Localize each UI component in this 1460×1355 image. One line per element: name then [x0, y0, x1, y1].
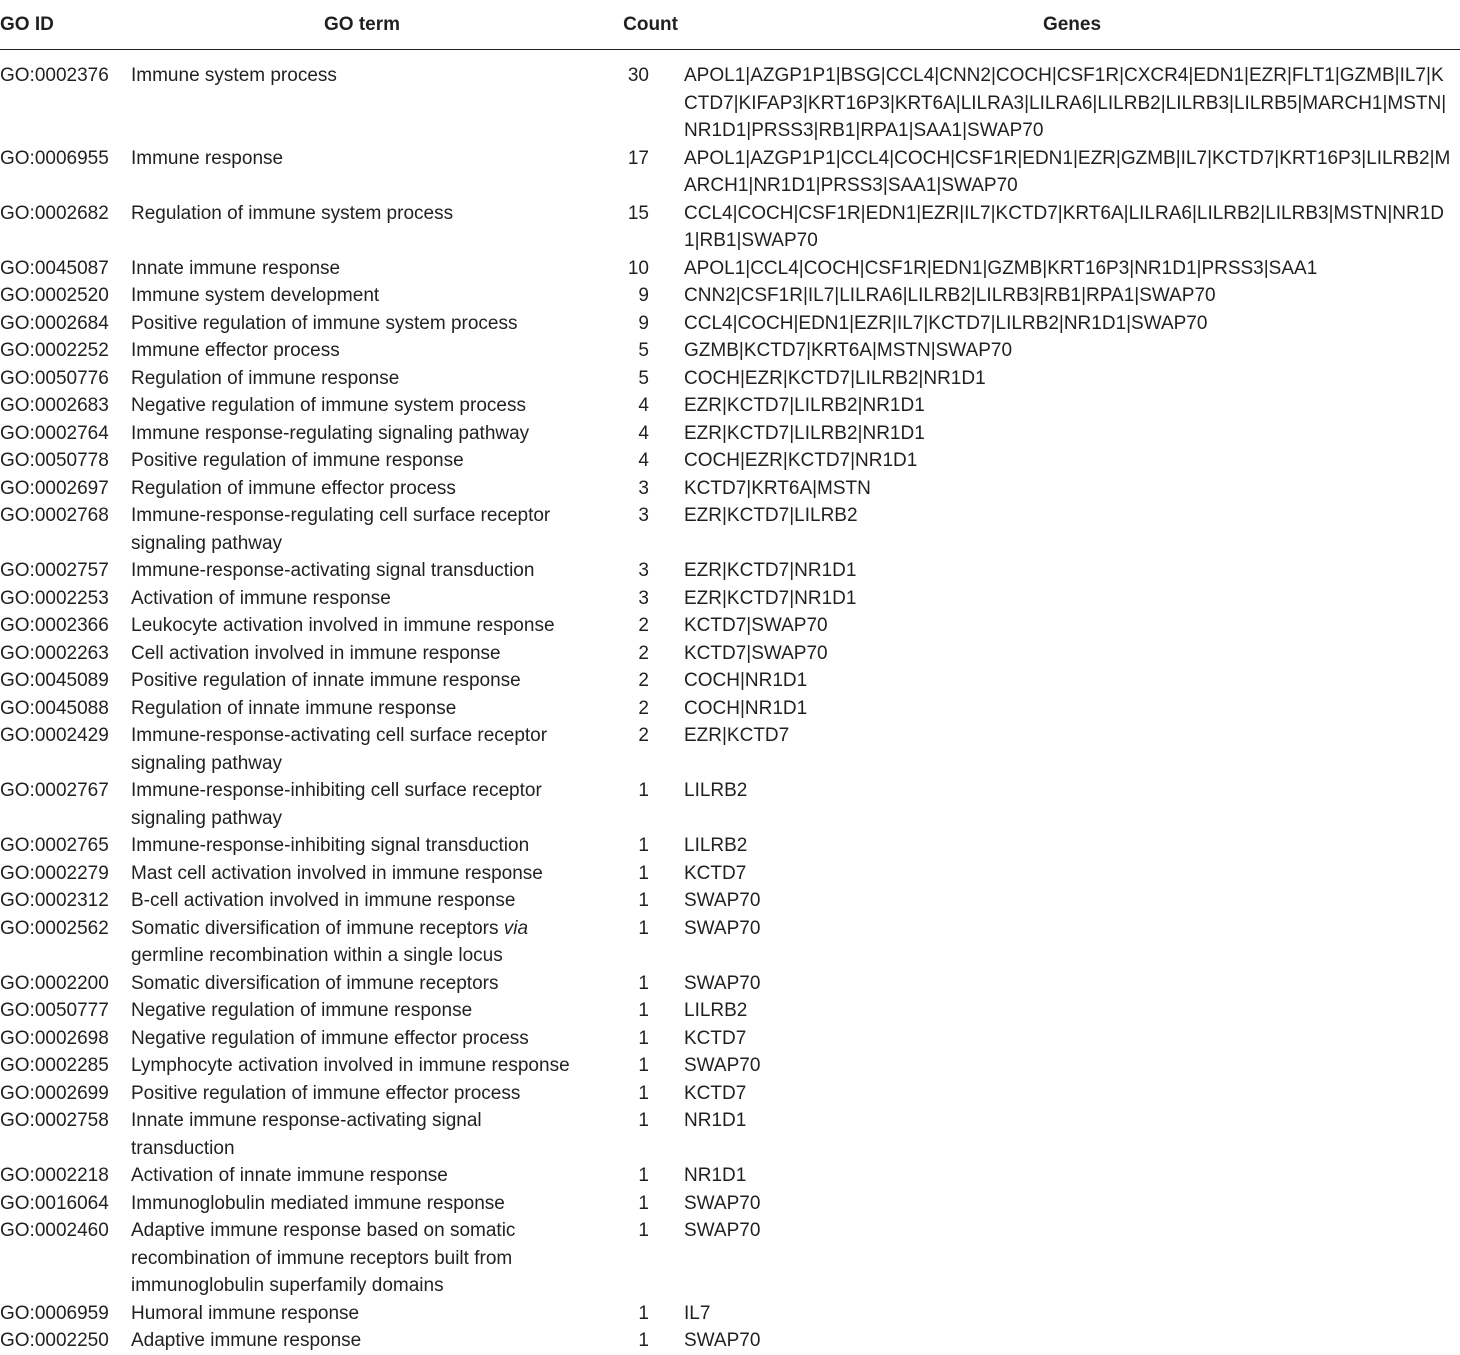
genes-cell: COCH|NR1D1 [684, 670, 808, 691]
genes-cell: EZR|KCTD7|NR1D1 [684, 587, 857, 609]
table-row [0, 1025, 1460, 1053]
go-id-cell: GO:0002768 [0, 505, 109, 526]
go-term-cell: Immune-response-inhibiting cell surface receptor signaling pathway [131, 780, 542, 829]
go-id-cell: GO:0002263 [0, 642, 109, 664]
go-id-cell: GO:0050778 [0, 450, 109, 471]
count-cell: 5 [638, 367, 649, 389]
genes-cell: LILRB2 [684, 835, 748, 856]
count-cell: 9 [638, 285, 649, 306]
go-term-cell: Cell activation involved in immune response [131, 642, 501, 664]
genes-cell: SWAP70 [684, 1220, 761, 1241]
genes-cell: CCL4|COCH|EDN1|EZR|IL7|KCTD7|LILRB2|NR1D1|SWAP70 [684, 312, 1208, 334]
genes-cell: APOL1|CCL4|COCH|CSF1R|EDN1|GZMB|KRT16P3|NR1D1|PRSS3|SAA1 [684, 257, 1318, 279]
genes-cell: SWAP70 [684, 1055, 761, 1076]
genes-cell: EZR|KCTD7|LILRB2|NR1D1 [684, 422, 925, 444]
go-term-cell: Activation of immune response [131, 587, 391, 609]
count-cell: 4 [638, 422, 649, 444]
genes-cell: APOL1|AZGP1P1|BSG|CCL4|CNN2|COCH|CSF1R|CXCR4|EDN1|EZR|FLT1|GZMB|IL7|KCTD7|KIFAP3|KRT16P3|KRT6A|LILRA3|LILRA6|LILRB2|LILRB3|LILRB5|MARCH1|MSTN|NR1D1|PRSS3|RB1|RPA1|SAA1|SWAP70 [684, 65, 1447, 141]
table-row [0, 145, 1460, 200]
count-cell: 2 [638, 670, 649, 691]
table-row [0, 860, 1460, 888]
go-term-cell: B-cell activation involved in immune response [131, 890, 516, 911]
genes-cell: CNN2|CSF1R|IL7|LILRA6|LILRB2|LILRB3|RB1|RPA1|SWAP70 [684, 285, 1216, 306]
table-row [0, 1080, 1460, 1108]
table-row [0, 887, 1460, 915]
genes-cell: COCH|EZR|KCTD7|LILRB2|NR1D1 [684, 367, 986, 389]
go-term-cell: Mast cell activation involved in immune response [131, 862, 543, 884]
go-term-text-start: Somatic diversification of immune receptors [131, 917, 504, 939]
go-id-cell: GO:0002366 [0, 615, 109, 636]
genes-cell: KCTD7 [684, 1082, 747, 1104]
go-id-cell: GO:0045087 [0, 257, 109, 279]
go-term-cell: Regulation of immune effector process [131, 477, 456, 499]
go-id-cell: GO:0002757 [0, 560, 109, 581]
go-term-cell: Leukocyte activation involved in immune response [131, 615, 555, 636]
count-cell: 3 [638, 477, 649, 499]
table-row [0, 777, 1460, 832]
count-cell: 1 [638, 890, 649, 911]
genes-cell: COCH|NR1D1 [684, 697, 808, 719]
count-cell: 1 [638, 1302, 649, 1324]
go-id-cell: GO:0006955 [0, 147, 109, 169]
table-row [0, 50, 1460, 145]
genes-cell: CCL4|COCH|CSF1R|EDN1|EZR|IL7|KCTD7|KRT6A|LILRA6|LILRB2|LILRB3|MSTN|NR1D1|RB1|SWAP70 [684, 202, 1444, 251]
go-id-cell: GO:0006959 [0, 1302, 109, 1324]
go-id-cell: GO:0045089 [0, 670, 109, 691]
genes-cell: LILRB2 [684, 1000, 748, 1021]
go-id-cell: GO:0002218 [0, 1165, 109, 1186]
table-row [0, 1300, 1460, 1328]
go-term-cell: Regulation of innate immune response [131, 697, 457, 719]
count-cell: 4 [638, 450, 649, 471]
go-id-cell: GO:0050776 [0, 367, 109, 389]
genes-cell: EZR|KCTD7|LILRB2 [684, 505, 858, 526]
genes-cell: NR1D1 [684, 1110, 747, 1131]
count-cell: 1 [638, 835, 649, 856]
genes-cell: COCH|EZR|KCTD7|NR1D1 [684, 450, 918, 471]
table-row [0, 420, 1460, 448]
genes-cell: KCTD7 [684, 1027, 747, 1049]
go-id-cell: GO:0002683 [0, 395, 109, 416]
go-term-cell: Humoral immune response [131, 1302, 360, 1324]
go-id-cell: GO:0002279 [0, 862, 109, 884]
table-row [0, 640, 1460, 668]
go-term-cell: Positive regulation of immune system process [131, 312, 518, 334]
count-cell: 2 [638, 615, 649, 636]
table-header [0, 0, 1460, 50]
genes-cell: KCTD7|SWAP70 [684, 642, 828, 664]
go-term-cell: Immunoglobulin mediated immune response [131, 1192, 505, 1214]
header-go-id: GO ID [0, 0, 131, 50]
table-row [0, 337, 1460, 365]
go-id-cell: GO:0002699 [0, 1082, 109, 1104]
table-row [0, 255, 1460, 283]
table-row [0, 282, 1460, 310]
genes-cell: KCTD7|SWAP70 [684, 615, 828, 636]
genes-cell: SWAP70 [684, 890, 761, 911]
count-cell: 30 [627, 65, 649, 86]
genes-cell: SWAP70 [684, 917, 761, 939]
go-id-cell: GO:0002520 [0, 285, 109, 306]
table-row [0, 1190, 1460, 1218]
go-term-cell: Regulation of immune response [131, 367, 400, 389]
table-row [0, 310, 1460, 338]
header-count: Count [593, 0, 684, 50]
genes-cell: SWAP70 [684, 1192, 761, 1214]
genes-cell: LILRB2 [684, 780, 748, 801]
genes-cell: GZMB|KCTD7|KRT6A|MSTN|SWAP70 [684, 340, 1013, 361]
go-term-cell: Somatic diversification of immune receptors [131, 972, 499, 994]
go-id-cell: GO:0002764 [0, 422, 109, 444]
table-row [0, 722, 1460, 777]
go-id-cell: GO:0045088 [0, 697, 109, 719]
go-term-text-italic: via [503, 917, 529, 939]
count-cell: 1 [638, 1110, 649, 1131]
count-cell: 1 [638, 780, 649, 801]
go-term-cell: Immune-response-activating cell surface receptor signaling pathway [131, 725, 548, 774]
go-term-text-end: germline recombination within a single locus [131, 945, 503, 966]
go-term-cell: Adaptive immune response [131, 1330, 362, 1351]
go-id-cell: GO:0002376 [0, 65, 109, 86]
count-cell: 1 [638, 1330, 649, 1351]
table-row [0, 832, 1460, 860]
genes-cell: EZR|KCTD7|NR1D1 [684, 560, 857, 581]
table-row [0, 502, 1460, 557]
table-row [0, 667, 1460, 695]
table-row [0, 557, 1460, 585]
genes-cell: SWAP70 [684, 972, 761, 994]
table-row [0, 1052, 1460, 1080]
table-row [0, 1217, 1460, 1300]
go-id-cell: GO:0002312 [0, 890, 109, 911]
count-cell: 1 [638, 1165, 649, 1186]
table-row [0, 447, 1460, 475]
header-go-term: GO term [131, 0, 593, 50]
go-id-cell: GO:0002765 [0, 835, 109, 856]
header-row [0, 0, 1460, 50]
go-id-cell: GO:0002460 [0, 1220, 109, 1241]
count-cell: 15 [627, 202, 649, 224]
table-row [0, 475, 1460, 503]
go-term-cell: Positive regulation of innate immune response [131, 670, 521, 691]
go-term-cell: Activation of innate immune response [131, 1165, 448, 1186]
go-term-cell: Adaptive immune response based on somatic recombination of immune receptors built from immunoglobulin superfamily domains [131, 1220, 516, 1296]
go-id-cell: GO:0002253 [0, 587, 109, 609]
go-term-cell: Regulation of immune system process [131, 202, 454, 224]
go-term-cell: Immune response-regulating signaling pathway [131, 422, 530, 444]
count-cell: 3 [638, 505, 649, 526]
genes-cell: KCTD7 [684, 862, 747, 884]
count-cell: 2 [638, 697, 649, 719]
go-term-cell: Innate immune response [131, 257, 341, 279]
genes-cell: SWAP70 [684, 1330, 761, 1351]
genes-cell: KCTD7|KRT6A|MSTN [684, 477, 871, 499]
genes-cell: EZR|KCTD7 [684, 725, 790, 746]
go-id-cell: GO:0002758 [0, 1110, 109, 1131]
go-term-cell: Immune system development [131, 285, 380, 306]
count-cell: 17 [627, 147, 649, 169]
count-cell: 5 [638, 340, 649, 361]
table-row [0, 970, 1460, 998]
count-cell: 3 [638, 587, 649, 609]
table-row [0, 1327, 1460, 1355]
go-term-cell: Negative regulation of immune response [131, 1000, 473, 1021]
count-cell: 9 [638, 312, 649, 334]
go-term-cell: Lymphocyte activation involved in immune response [131, 1055, 570, 1076]
count-cell: 1 [638, 1220, 649, 1241]
table-body [0, 50, 1460, 1355]
table-row [0, 695, 1460, 723]
count-cell: 1 [638, 1192, 649, 1214]
go-term-cell: Positive regulation of immune response [131, 450, 464, 471]
count-cell: 4 [638, 395, 649, 416]
go-term-cell: Negative regulation of immune effector process [131, 1027, 529, 1049]
count-cell: 3 [638, 560, 649, 581]
go-id-cell: GO:0002682 [0, 202, 109, 224]
table-row [0, 392, 1460, 420]
go-id-cell: GO:0002684 [0, 312, 109, 334]
count-cell: 2 [638, 642, 649, 664]
go-term-cell: Positive regulation of immune effector process [131, 1082, 521, 1104]
genes-cell: NR1D1 [684, 1165, 747, 1186]
go-term-cell: Innate immune response-activating signal transduction [131, 1110, 482, 1159]
table-row [0, 585, 1460, 613]
table-row [0, 915, 1460, 970]
table-row [0, 1107, 1460, 1162]
go-term-cell: Negative regulation of immune system process [131, 395, 526, 416]
go-id-cell: GO:0002285 [0, 1055, 109, 1076]
go-term-cell: Immune system process [131, 65, 337, 86]
count-cell: 1 [638, 972, 649, 994]
go-id-cell: GO:0050777 [0, 1000, 109, 1021]
genes-cell: IL7 [684, 1302, 711, 1324]
count-cell: 2 [638, 725, 649, 746]
go-id-cell: GO:0002767 [0, 780, 109, 801]
go-term-cell: Immune-response-inhibiting signal transduction [131, 835, 530, 856]
go-term-cell: Immune effector process [131, 340, 340, 361]
go-id-cell: GO:0002429 [0, 725, 109, 746]
table-row [0, 997, 1460, 1025]
go-id-cell: GO:0002698 [0, 1027, 109, 1049]
count-cell: 1 [638, 862, 649, 884]
go-term-cell [131, 915, 593, 970]
genes-cell: EZR|KCTD7|LILRB2|NR1D1 [684, 395, 925, 416]
go-id-cell: GO:0016064 [0, 1192, 109, 1214]
table-row [0, 612, 1460, 640]
count-cell: 10 [627, 257, 649, 279]
go-id-cell: GO:0002252 [0, 340, 109, 361]
header-genes: Genes [684, 0, 1460, 50]
go-id-cell: GO:0002562 [0, 917, 109, 939]
go-term-cell: Immune-response-regulating cell surface receptor signaling pathway [131, 505, 551, 554]
go-id-cell: GO:0002250 [0, 1330, 109, 1351]
table-row [0, 200, 1460, 255]
count-cell: 1 [638, 1082, 649, 1104]
table-row [0, 365, 1460, 393]
go-term-cell: Immune response [131, 147, 284, 169]
go-id-cell: GO:0002697 [0, 477, 109, 499]
count-cell: 1 [638, 1000, 649, 1021]
count-cell: 1 [638, 917, 649, 939]
go-term-cell: Immune-response-activating signal transduction [131, 560, 535, 581]
genes-cell: APOL1|AZGP1P1|CCL4|COCH|CSF1R|EDN1|EZR|GZMB|IL7|KCTD7|KRT16P3|LILRB2|MARCH1|NR1D1|PRSS3|SAA1|SWAP70 [684, 147, 1451, 196]
go-id-cell: GO:0002200 [0, 972, 109, 994]
count-cell: 1 [638, 1055, 649, 1076]
count-cell: 1 [638, 1027, 649, 1049]
table-row [0, 1162, 1460, 1190]
